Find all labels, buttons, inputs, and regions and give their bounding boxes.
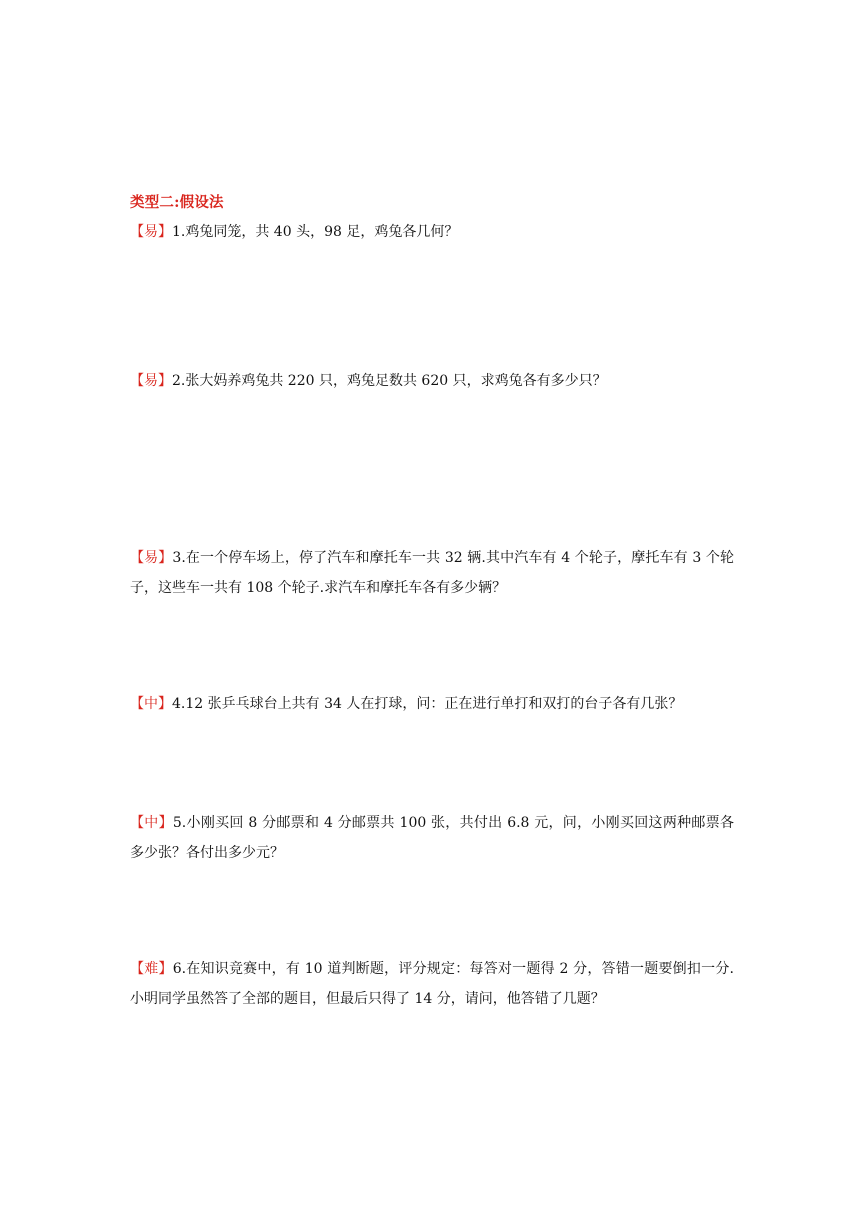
difficulty-tag: 【难】: [130, 961, 173, 977]
question-5: [130, 808, 734, 868]
question-text: 4.12 张乒乓球台上共有 34 人在打球，问：正在进行单打和双打的台子各有几张？: [172, 696, 683, 712]
question-2: [130, 366, 734, 396]
difficulty-tag: 【中】: [130, 696, 172, 712]
question-1: [130, 217, 734, 247]
difficulty-tag: 【中】: [130, 815, 173, 831]
question-text: 1.鸡兔同笼，共 40 头，98 足，鸡兔各几何？: [172, 224, 459, 240]
question-6: [130, 954, 734, 1014]
question-text: 3.在一个停车场上，停了汽车和摩托车一共 32 辆.其中汽车有 4 个轮子，摩托车有 3 个轮子，这些车一共有 108 个轮子.求汽车和摩托车各有多少辆？: [130, 550, 735, 596]
difficulty-tag: 【易】: [130, 373, 172, 389]
question-4: [130, 689, 734, 719]
difficulty-tag: 【易】: [130, 224, 172, 240]
question-text: 2.张大妈养鸡兔共 220 只，鸡兔足数共 620 只，求鸡兔各有多少只？: [172, 373, 607, 389]
question-text: 5.小刚买回 8 分邮票和 4 分邮票共 100 张，共付出 6.8 元，问，小刚买回这两种邮票各多少张？各付出多少元？: [130, 815, 734, 861]
question-text: 6.在知识竞赛中，有 10 道判断题，评分规定：每答对一题得 2 分，答错一题要倒扣一分.小明同学虽然答了全部的题目，但最后只得了 14 分，请问，他答错了几题？: [130, 961, 735, 1007]
section-title: 类型二:假设法: [130, 194, 224, 211]
question-3: [130, 543, 734, 603]
difficulty-tag: 【易】: [130, 550, 173, 566]
